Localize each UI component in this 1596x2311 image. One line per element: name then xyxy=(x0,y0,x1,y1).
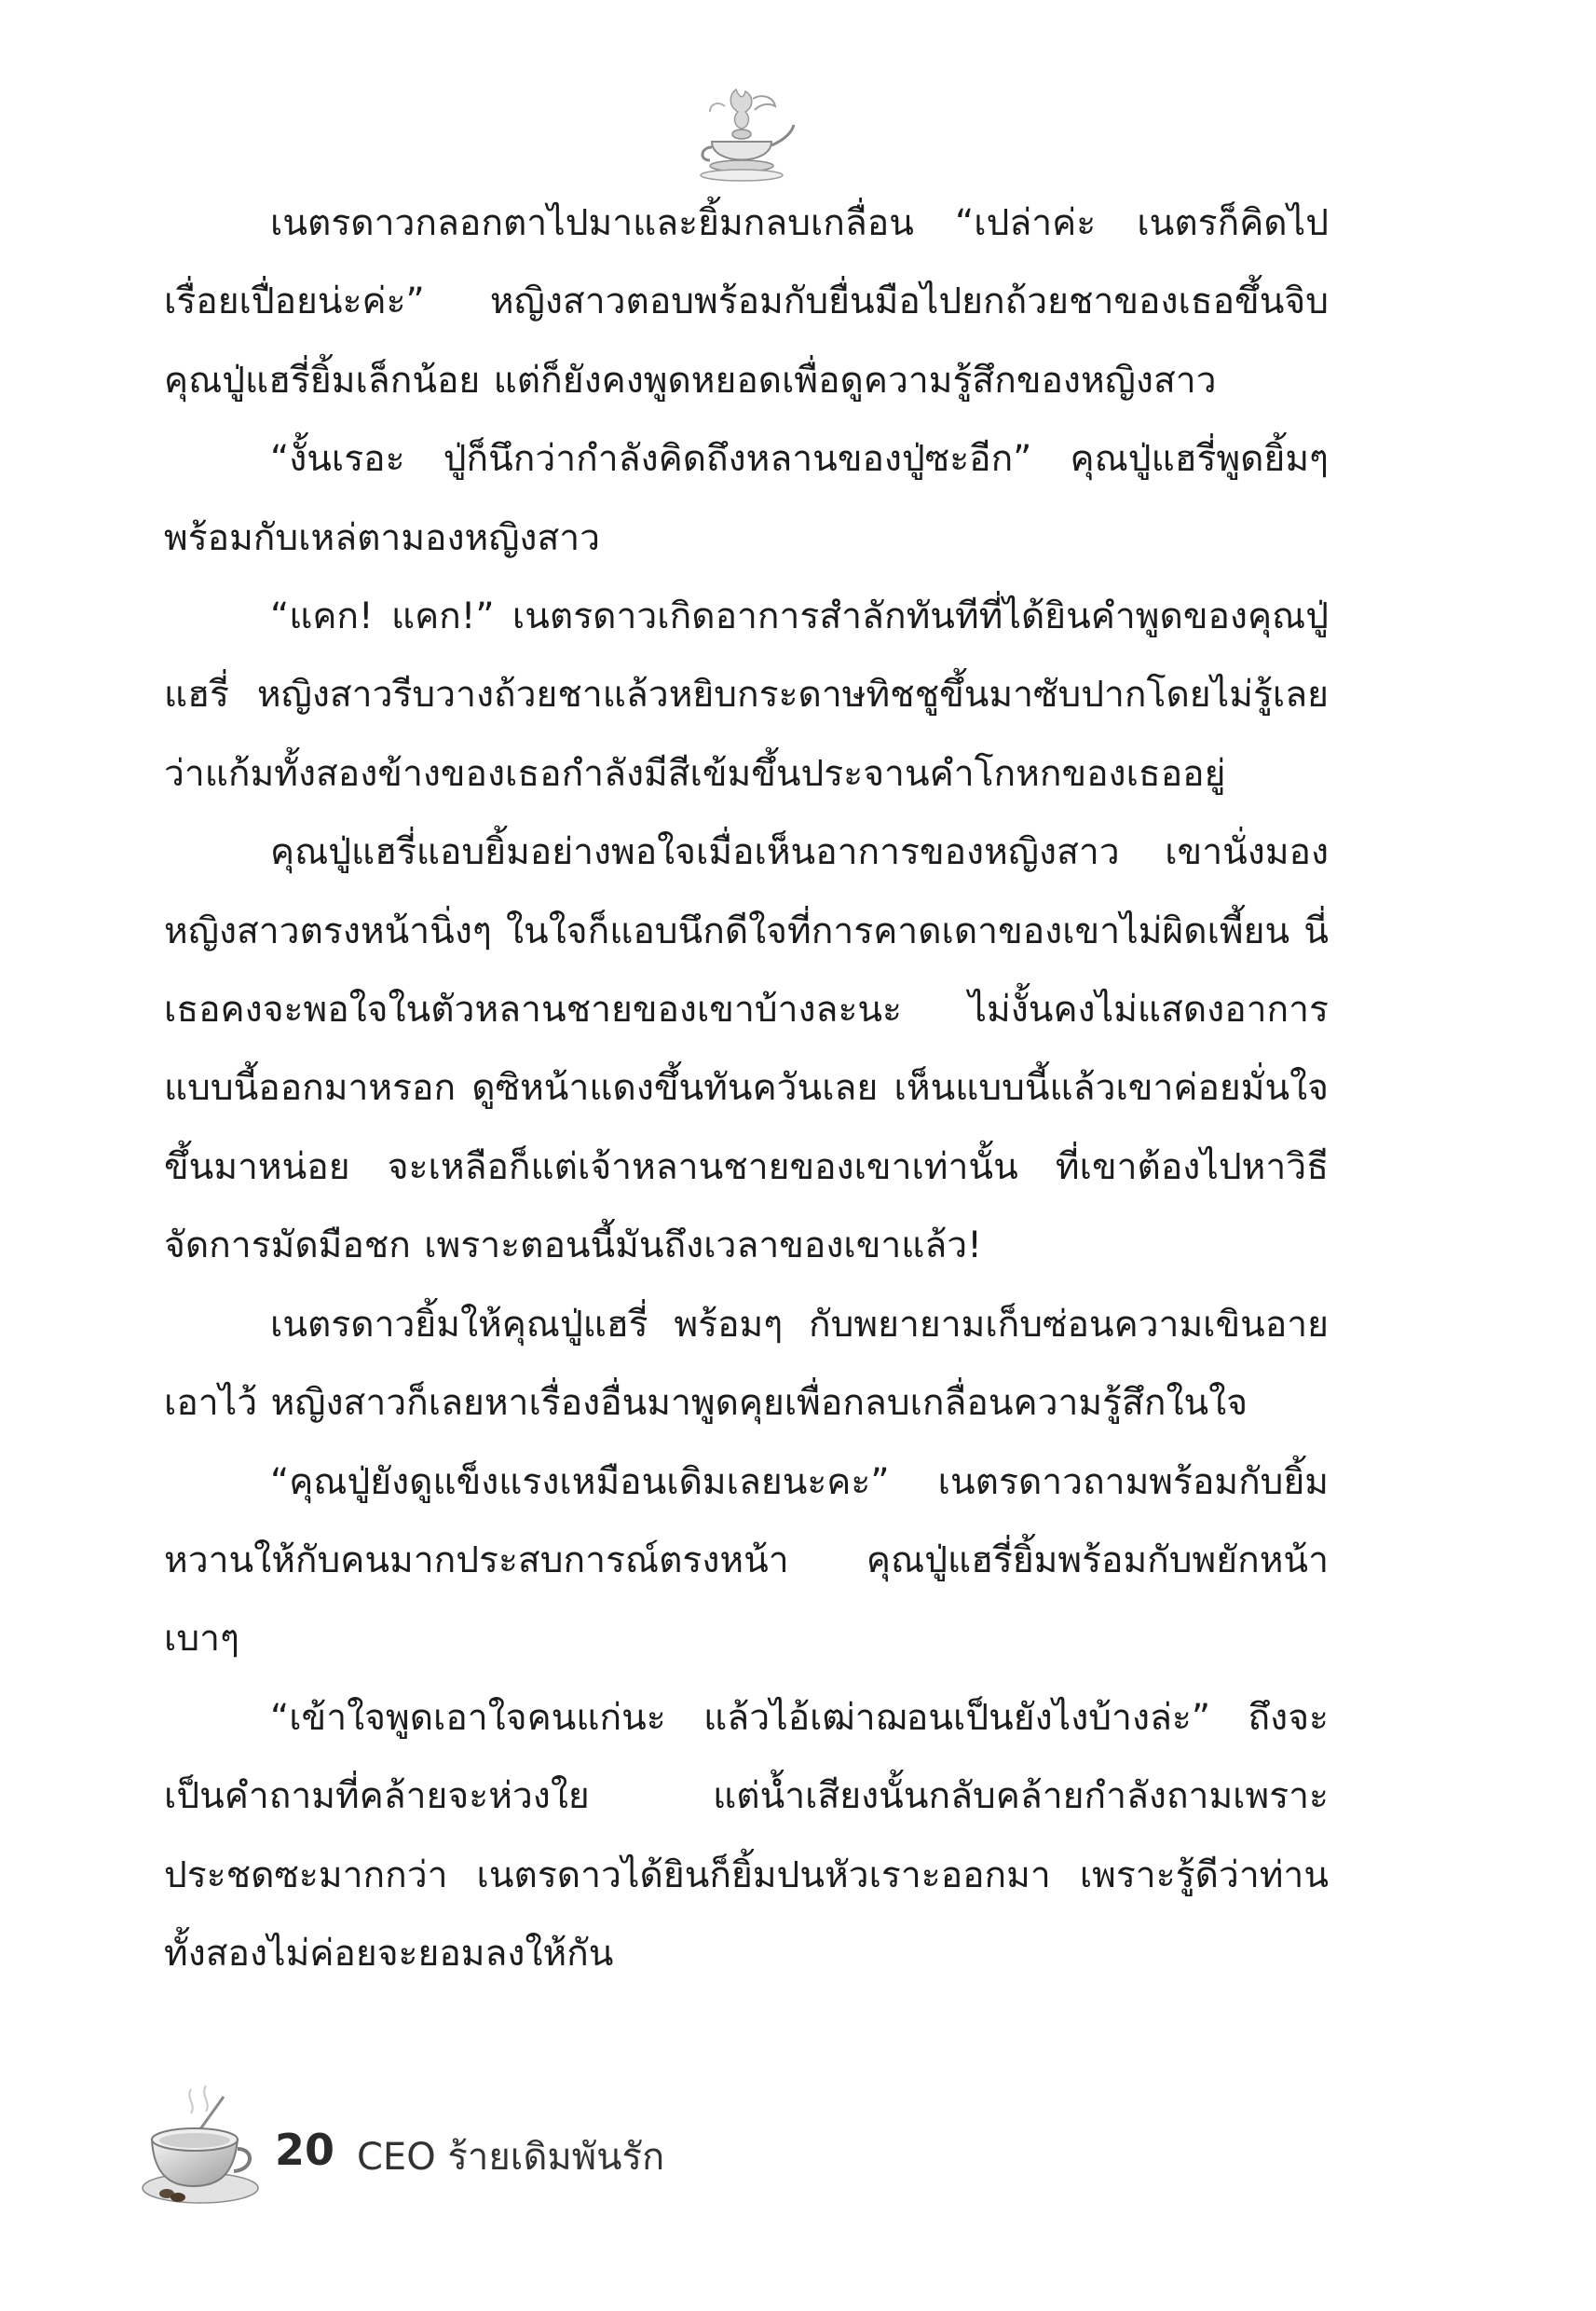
paragraph: เนตรดาวกลอกตาไปมาและยิ้มกลบเกลื่อน “เปล่าค่ะ เนตรก็คิดไปเรื่อยเปื่อยน่ะค่ะ” หญิงสาวตอบพร้อมกับยื่นมือไปยกถ้วยชาของเธอขึ้นจิบ คุณปู่แฮรี่ยิ้มเล็กน้อย แต่ก็ยังคงพูดหยอดเพื่อดูความรู้สึกของหญิงสาว xyxy=(164,202,1329,402)
book-title: CEO ร้ายเดิมพันรัก xyxy=(357,2136,665,2179)
paragraph: “คุณปู่ยังดูแข็งแรงเหมือนเดิมเลยนะคะ” เนตรดาวถามพร้อมกับยิ้มหวานให้กับคนมากประสบการณ์ตรงหน้า คุณปู่แฮรี่ยิ้มพร้อมกับพยักหน้าเบาๆ xyxy=(164,1460,1329,1661)
paragraph: เนตรดาวยิ้มให้คุณปู่แฮรี่ พร้อมๆ กับพยายามเก็บซ่อนความเขินอายเอาไว้ หญิงสาวก็เลยหาเรื่องอื่นมาพูดคุยเพื่อกลบเกลื่อนความรู้สึกในใจ xyxy=(164,1303,1329,1425)
paragraph: “งั้นเรอะ ปู่ก็นึกว่ากำลังคิดถึงหลานของปู่ซะอีก” คุณปู่แฮรี่พูดยิ้มๆ พร้อมกับเหล่ตามองหญิงสาว xyxy=(164,438,1329,559)
story-text xyxy=(164,185,1329,1993)
teapot-ornament-icon xyxy=(688,80,799,192)
page-footer xyxy=(135,2078,787,2218)
paragraph: “เข้าใจพูดเอาใจคนแก่นะ แล้วไอ้เฒ่าฌอนเป็นยังไงบ้างล่ะ” ถึงจะเป็นคำถามที่คล้ายจะห่วงใย แต่น้ำเสียงนั้นกลับคล้ายกำลังถามเพราะประชดซะมากกว่า เนตรดาวได้ยินก็ยิ้มปนหัวเราะออกมา เพราะรู้ดีว่าท่านทั้งสองไม่ค่อยจะยอมลงให้กัน xyxy=(164,1696,1329,1975)
page-number: 20 xyxy=(275,2125,335,2175)
coffee-cup-icon xyxy=(135,2078,266,2208)
paragraph: คุณปู่แฮรี่แอบยิ้มอย่างพอใจเมื่อเห็นอาการของหญิงสาว เขานั่งมองหญิงสาวตรงหน้านิ่งๆ ในใจก็แอบนึกดีใจที่การคาดเดาของเขาไม่ผิดเพี้ยน นี่เธอคงจะพอใจในตัวหลานชายของเขาบ้างละนะ ไม่งั้นคงไม่แสดงอาการแบบนี้ออกมาหรอก ดูซิหน้าแดงขึ้นทันควันเลย เห็นแบบนี้แล้วเขาค่อยมั่นใจขึ้นมาหน่อย จะเหลือก็แต่เจ้าหลานชายของเขาเท่านั้น ที่เขาต้องไปหาวิธีจัดการมัดมือชก เพราะตอนนี้มันถึงเวลาของเขาแล้ว! xyxy=(164,831,1329,1267)
paragraph: “แคก! แคก!” เนตรดาวเกิดอาการสำลักทันทีที่ได้ยินคำพูดของคุณปู่แฮรี่ หญิงสาวรีบวางถ้วยชาแล้วหยิบกระดาษทิชชูขึ้นมาซับปากโดยไม่รู้เลยว่าแก้มทั้งสองข้างของเธอกำลังมีสีเข้มขึ้นประจานคำโกหกของเธออยู่ xyxy=(164,595,1329,795)
